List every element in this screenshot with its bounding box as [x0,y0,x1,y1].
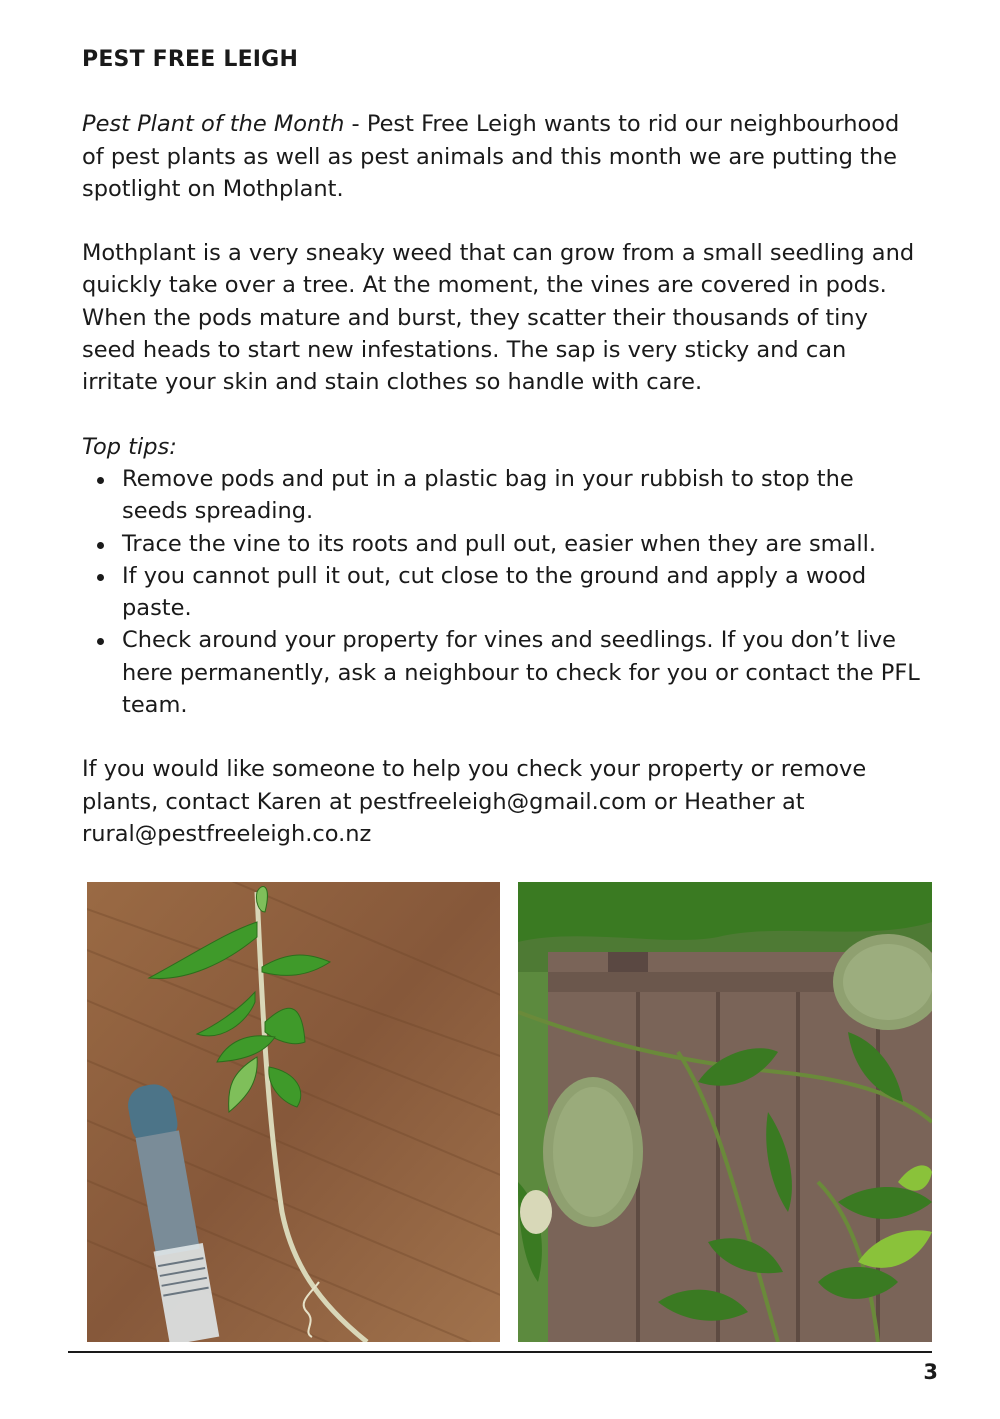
intro-text: - Pest Free Leigh wants to rid our neighbourhood of pest plants as well as pest animals and this month we are putting the spotlight on Mothplant. [82,111,900,202]
article [82,44,922,882]
intro-paragraph [82,108,922,205]
tip-item: Remove pods and put in a plastic bag in your rubbish to stop the seeds spreading. [122,463,922,528]
pods-on-fence-photo [518,882,932,1342]
footer-divider [68,1351,932,1353]
tip-item: If you cannot pull it out, cut close to the ground and apply a wood paste. [122,560,922,625]
intro-italic-lead: Pest Plant of the Month [82,111,345,138]
tip-item: Check around your property for vines and seedlings. If you don’t live here permanently, ask a neighbour to check for you or contact the PFL team. [122,624,922,721]
description-paragraph: Mothplant is a very sneaky weed that can grow from a small seedling and quickly take over a tree. At the moment, the vines are covered in pods. When the pods mature and burst, they scatter their thousands of tiny seed heads to start new infestations. The sap is very sticky and can irritate your skin and stain clothes so handle with care. [82,240,915,396]
contact-paragraph: If you would like someone to help you check your property or remove plants, contact Karen at pestfreeleigh@gmail.com or Heather at rural@pestfreeleigh.co.nz [82,756,867,847]
tip-item: Trace the vine to its roots and pull out, easier when they are small. [122,528,922,560]
tips-list [82,463,922,721]
page-heading: PEST FREE LEIGH [82,47,299,72]
tips-title: Top tips: [82,433,177,460]
page-number: 3 [923,1360,938,1384]
seedling-photo [87,882,500,1342]
